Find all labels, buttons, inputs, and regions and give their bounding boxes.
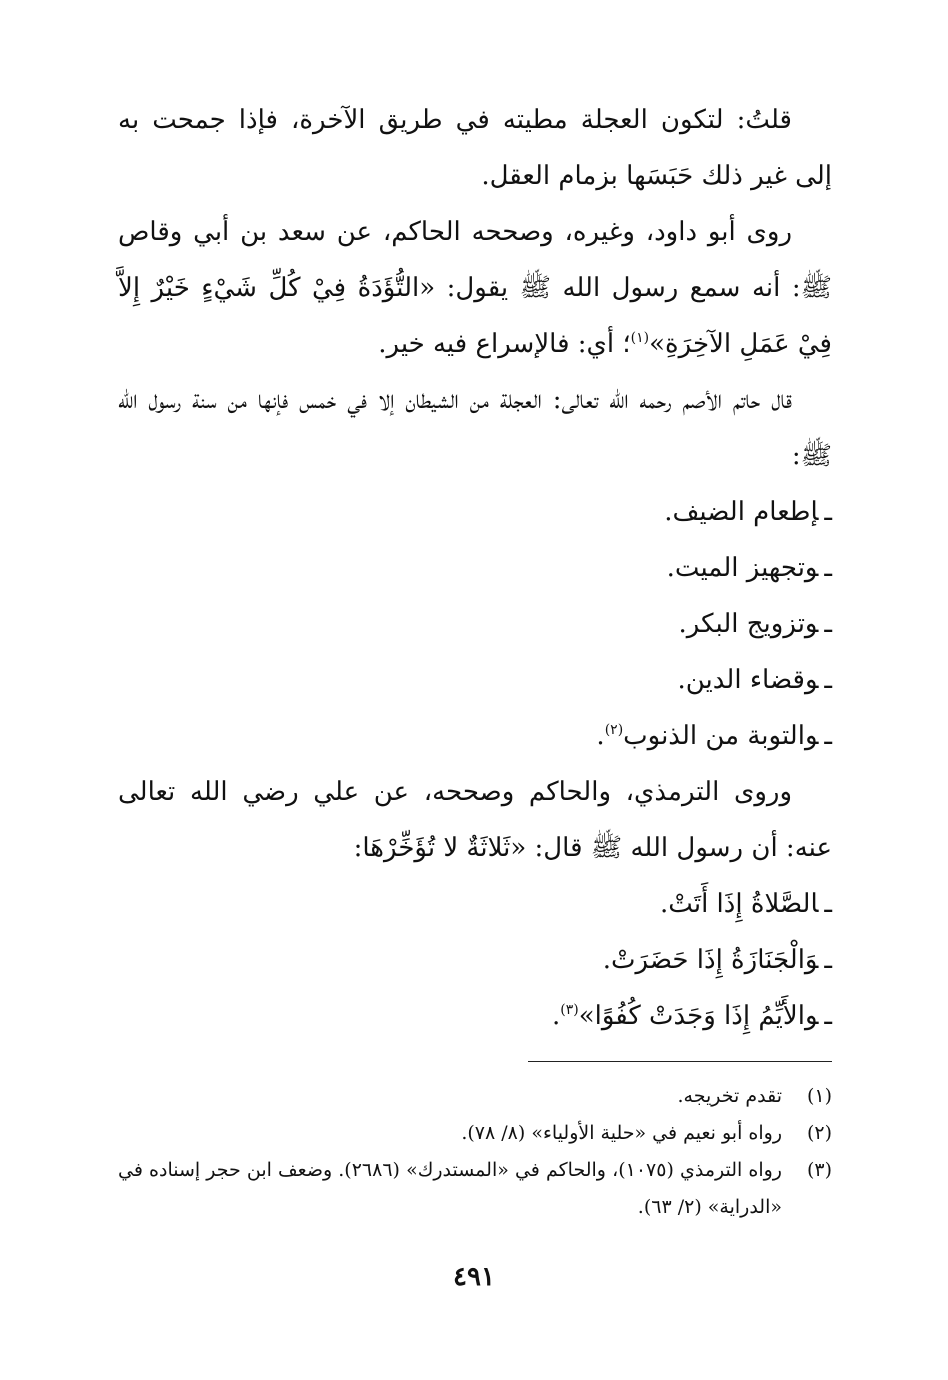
paragraph-1: قلتُ: لتكون العجلة مطيته في طريق الآخرة، فإذا جمحت به إلى غير ذلك حَبَسَها بزمام العقل. [118, 105, 832, 191]
main-text [118, 92, 832, 1044]
list-dash: ـ [824, 553, 832, 583]
footnote-number: (١) [806, 1085, 832, 1107]
list-item [118, 596, 832, 652]
page-number: ٤٩١ [453, 1262, 495, 1292]
footnote-number: (٣) [806, 1159, 832, 1181]
list-item-tail: . [596, 721, 605, 751]
list-item-tail: . [551, 1001, 561, 1031]
footnote [118, 1078, 832, 1115]
list-item [118, 988, 832, 1044]
footnote-text: رواه الترمذي (١٠٧٥)، والحاكم في «المستدرك» (٢٦٨٦). وضعف ابن حجر إسناده في «الدراية» (٢/ ٦٣). [118, 1159, 782, 1218]
footnote [118, 1152, 832, 1226]
list-item [118, 484, 832, 540]
list-dash: ـ [824, 1001, 832, 1031]
five-haste-list [118, 484, 832, 764]
footnote-number: (٢) [806, 1122, 832, 1144]
paragraph-2-main: روى أبو داود، وغيره، وصححه الحاكم، عن سعد بن أبي وقاص ﷺ: أنه سمع رسول الله ﷺ يقول: «التُّؤَدَةُ فِيْ كُلِّ شَيْءٍ خَيْرٌ إِلاَّ فِيْ عَمَلِ الآخِرَةِ» [118, 217, 832, 359]
list-item [118, 652, 832, 708]
footnote [118, 1115, 832, 1152]
footnote-text: تقدم تخريجه. [677, 1085, 782, 1107]
list-item-text: وتزويج البكر. [678, 609, 819, 639]
list-item-text: وَالْجَنَازَةُ إِذَا حَضَرَتْ. [602, 945, 819, 975]
list-item [118, 540, 832, 596]
list-item [118, 932, 832, 988]
list-dash: ـ [824, 945, 832, 975]
footnotes [118, 1078, 832, 1226]
list-item-text: والأَيِّمُ إِذَا وَجَدَتْ كُفُوًا» [578, 1001, 819, 1031]
list-dash: ـ [824, 665, 832, 695]
list-item [118, 876, 832, 932]
footnote-divider [528, 1061, 832, 1062]
list-item-text: إطعام الضيف. [664, 497, 819, 527]
list-item-text: الصَّلاةُ إِذَا أَتَتْ. [660, 889, 819, 919]
three-things-list [118, 876, 832, 1044]
footnote-ref-2[interactable]: (٢) [604, 722, 624, 738]
footnote-text: رواه أبو نعيم في «حلية الأولياء» (٨/ ٧٨). [461, 1122, 782, 1144]
list-dash: ـ [824, 889, 832, 919]
list-item [118, 708, 832, 764]
footnote-ref-3[interactable]: (٣) [560, 1002, 579, 1018]
footnote-ref-1[interactable]: (١) [630, 330, 650, 346]
list-dash: ـ [824, 609, 832, 639]
list-item-text: وتجهيز الميت. [666, 553, 819, 583]
list-item-text: وقضاء الدين. [677, 665, 819, 695]
paragraph-3: قال حاتم الأصم رحمه الله تعالى: العجلة من الشيطان إلا في خمس فإنها من سنة رسول الله ﷺ: [118, 385, 832, 471]
paragraph-2-tail: ؛ أي: فالإسراع فيه خير. [378, 329, 631, 359]
list-item-text: والتوبة من الذنوب [623, 721, 819, 751]
list-dash: ـ [824, 721, 832, 751]
list-dash: ـ [824, 497, 832, 527]
paragraph-2 [118, 204, 832, 372]
paragraph-4: وروى الترمذي، والحاكم وصححه، عن علي رضي الله تعالى عنه: أن رسول الله ﷺ قال: «ثَلاثَةٌ لا تُؤَخِّرْهَا: [118, 777, 832, 863]
